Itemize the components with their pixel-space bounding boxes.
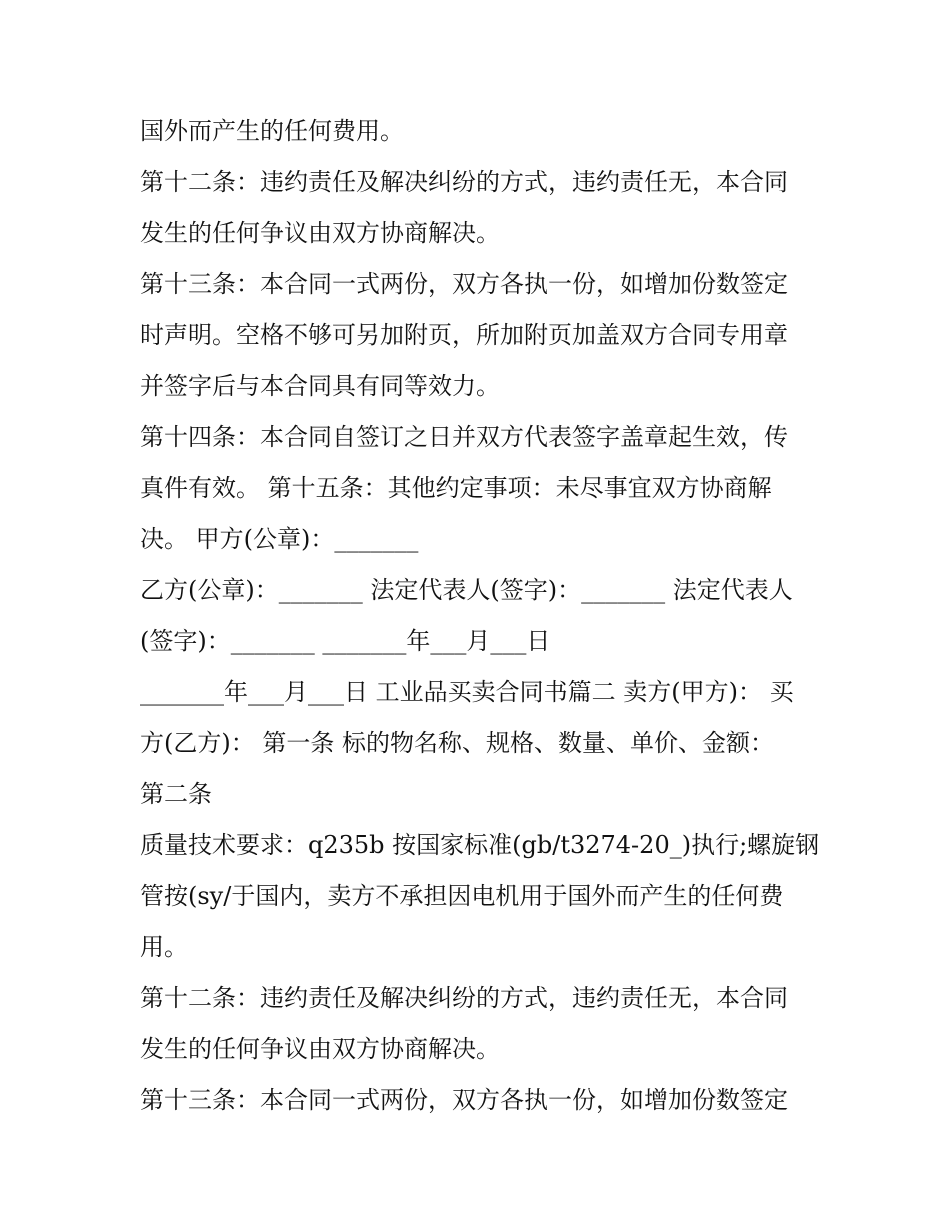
document-body [140,106,820,1126]
text-line: 第十三条：本合同一式两份，双方各执一份，如增加份数签定 [140,1086,788,1114]
text-line: 时声明。空格不够可另加附页，所加附页加盖双方合同专用章 [140,321,788,349]
text-line: 国外而产生的任何费用。 [140,117,404,145]
text-line: 用。 [140,933,188,961]
text-line: 第十四条：本合同自签订之日并双方代表签字盖章起生效，传 [140,423,788,451]
text-line: 第十三条：本合同一式两份，双方各执一份，如增加份数签定 [140,270,788,298]
text-line: 并签字后与本合同具有同等效力。 [140,372,500,400]
text-line: 质量技术要求：q235b 按国家标准(gb/t3274-20_)执行;螺旋钢 [140,831,820,859]
text-line: _______年___月___日 工业品买卖合同书篇二 卖方(甲方)： 买 [140,678,794,706]
text-line: (签字)：_______ _______年___月___日 [140,627,551,655]
text-line: 管按(sy/于国内，卖方不承担因电机用于国外而产生的任何费 [140,882,784,910]
text-line: 发生的任何争议由双方协商解决。 [140,219,500,247]
text-line: 第十二条：违约责任及解决纠纷的方式，违约责任无，本合同 [140,984,788,1012]
text-line: 真件有效。 第十五条：其他约定事项：未尽事宜双方协商解 [140,474,772,502]
text-line: 第十二条：违约责任及解决纠纷的方式，违约责任无，本合同 [140,168,788,196]
text-line: 决。 甲方(公章)：_______ [140,525,419,553]
text-line: 方(乙方)： 第一条 标的物名称、规格、数量、单价、金额： [140,729,774,757]
text-line: 第二条 [140,780,212,808]
text-line: 乙方(公章)：_______ 法定代表人(签字)：_______ 法定代表人 [140,576,793,604]
text-line: 发生的任何争议由双方协商解决。 [140,1035,500,1063]
